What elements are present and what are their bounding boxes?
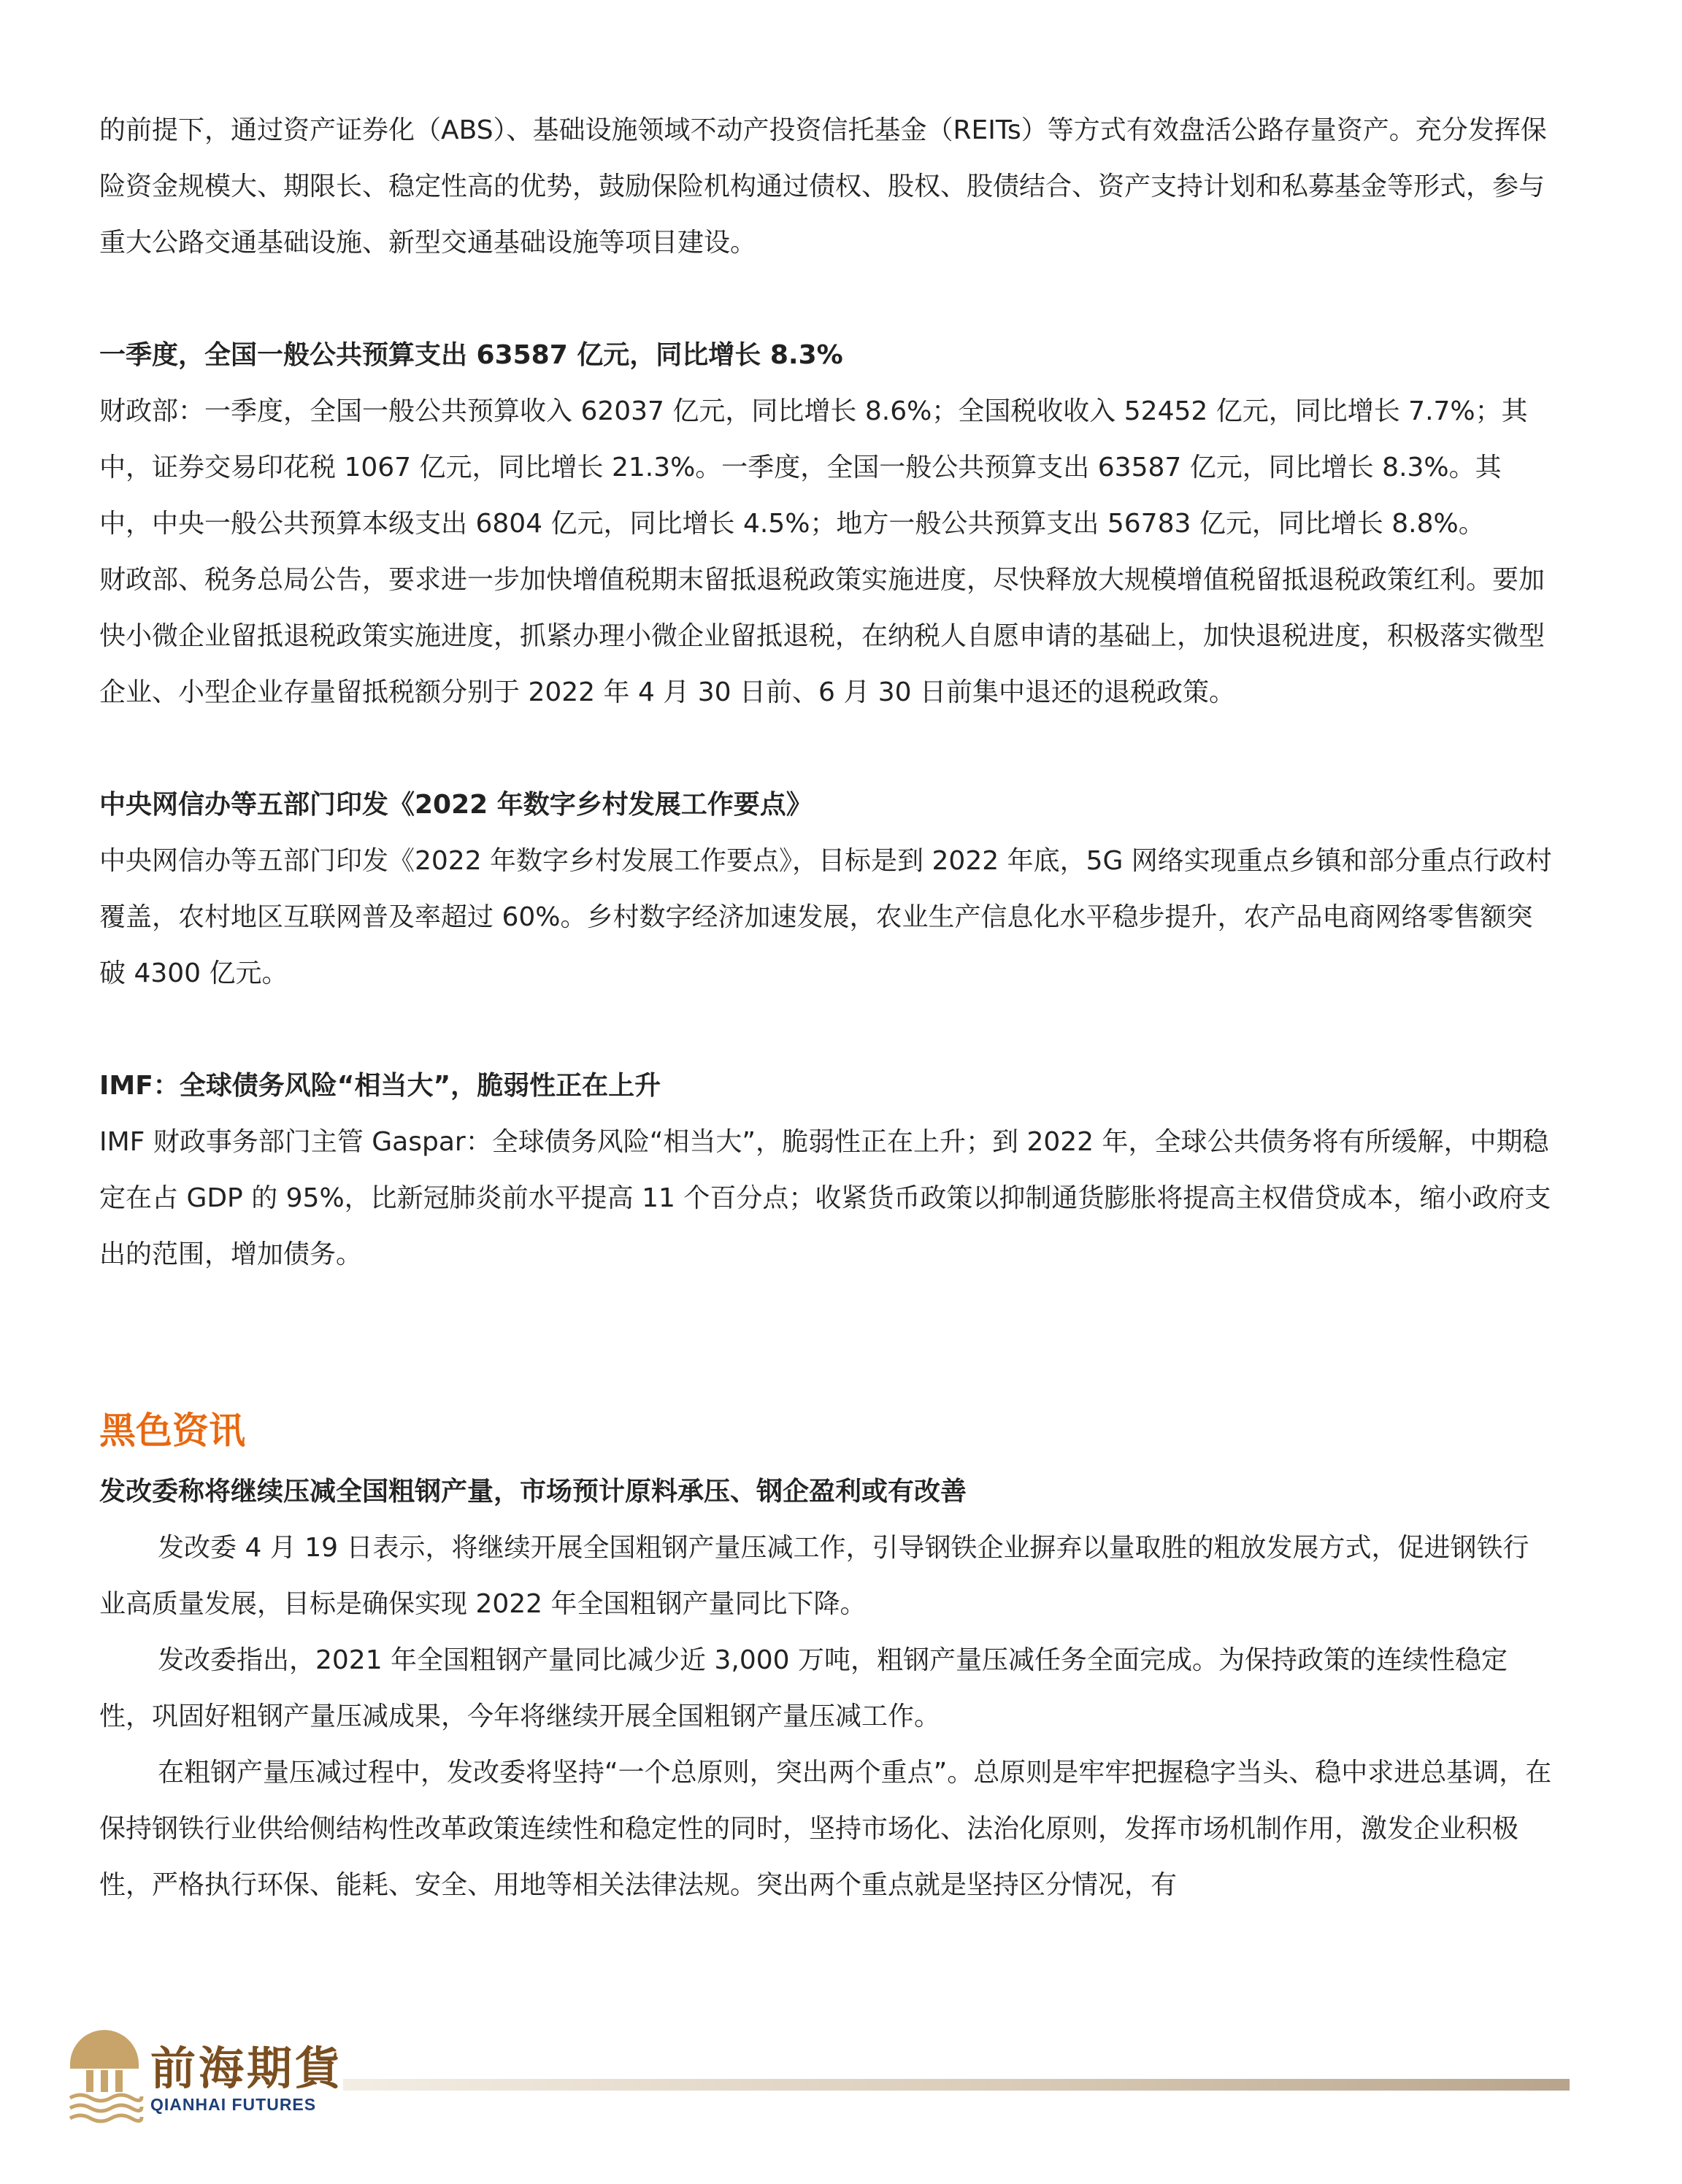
spacer (99, 271, 1552, 327)
section-title: 黑色资讯 (99, 1410, 245, 1452)
footer-decorative-bar (343, 2079, 1570, 2091)
news-paragraph: IMF 财政事务部门主管 Gaspar：全球债务风险“相当大”，脆弱性正在上升；到 2022 年，全球公共债务将有所缓解，中期稳定在占 GDP 的 95%，比新冠肺炎前水平提高 11 个百分点；收紧货币政策以抑制通货膨胀将提高主权借贷成本，缩小政府支出的范围，增加债务。 (99, 1127, 1551, 1269)
news-paragraph: 财政部、税务总局公告，要求进一步加快增值税期末留抵退税政策实施进度，尽快释放大规模增值税留抵退税政策红利。要加快小微企业留抵退税政策实施进度，抓紧办理小微企业留抵退税，在纳税人自愿申请的基础上，加快退税进度，积极落实微型企业、小型企业存量留抵税额分别于 2022 年 4 月 30 日前、6 月 30 日前集中退还的退税政策。 (99, 565, 1545, 707)
news-heading-steel: 发改委称将继续压减全国粗钢产量，市场预计原料承压、钢企盈利或有改善 (99, 1477, 967, 1507)
news-paragraph: 财政部：一季度，全国一般公共预算收入 62037 亿元，同比增长 8.6%；全国税收收入 52452 亿元，同比增长 7.7%；其中，证券交易印花税 1067 亿元，同比增长 21.3%。一季度，全国一般公共预算支出 63587 亿元，同比增长 8.3%。其中，中央一般公共预算本级支出 6804 亿元，同比增长 4.5%；地方一般公共预算支出 56783 亿元，同比增长 8.8%。 (99, 396, 1528, 539)
news-paragraph: 在粗钢产量压减过程中，发改委将坚持“一个总原则，突出两个重点”。总原则是牢牢把握稳字当头、稳中求进总基调，在保持钢铁行业供给侧结构性改革政策连续性和稳定性的同时，坚持市场化、法治化原则，发挥市场机制作用，激发企业积极性，严格执行环保、能耗、安全、用地等相关法律法规。突出两个重点就是坚持区分情况，有 (99, 1758, 1552, 1900)
spacer (99, 1001, 1552, 1058)
news-paragraph: 发改委指出，2021 年全国粗钢产量同比减少近 3,000 万吨，粗钢产量压减任务全面完成。为保持政策的连续性稳定性，巩固好粗钢产量压减成果，今年将继续开展全国粗钢产量压减工作。 (99, 1645, 1508, 1731)
logo-emblem-icon (64, 2022, 145, 2131)
intro-paragraph: 的前提下，通过资产证券化（ABS）、基础设施领域不动产投资信托基金（REITs）等方式有效盘活公路存量资产。充分发挥保险资金规模大、期限长、稳定性高的优势，鼓励保险机构通过债权、股权、股债结合、资产支持计划和私募基金等形式，参与重大公路交通基础设施、新型交通基础设施等项目建设。 (99, 115, 1547, 258)
news-heading-digital-village: 中央网信办等五部门印发《2022 年数字乡村发展工作要点》 (99, 790, 813, 820)
spacer (99, 720, 1552, 777)
document-body (99, 102, 1552, 1913)
news-paragraph: 发改委 4 月 19 日表示，将继续开展全国粗钢产量压减工作，引导钢铁企业摒弃以量取胜的粗放发展方式，促进钢铁行业高质量发展，目标是确保实现 2022 年全国粗钢产量同比下降。 (99, 1533, 1529, 1619)
logo-chinese-name: 前海期貨 (150, 2042, 344, 2095)
news-heading-fiscal: 一季度，全国一般公共预算支出 63587 亿元，同比增长 8.3% (99, 340, 843, 370)
company-logo (64, 2022, 344, 2168)
page-footer (0, 2022, 1682, 2168)
spacer (99, 1283, 1552, 1398)
news-heading-imf: IMF：全球债务风险“相当大”，脆弱性正在上升 (99, 1071, 661, 1101)
logo-english-name: QIANHAI FUTURES (150, 2095, 317, 2114)
news-paragraph: 中央网信办等五部门印发《2022 年数字乡村发展工作要点》，目标是到 2022 年底，5G 网络实现重点乡镇和部分重点行政村覆盖，农村地区互联网普及率超过 60%。乡村数字经济加速发展，农业生产信息化水平稳步提升，农产品电商网络零售额突破 4300 亿元。 (99, 846, 1552, 988)
